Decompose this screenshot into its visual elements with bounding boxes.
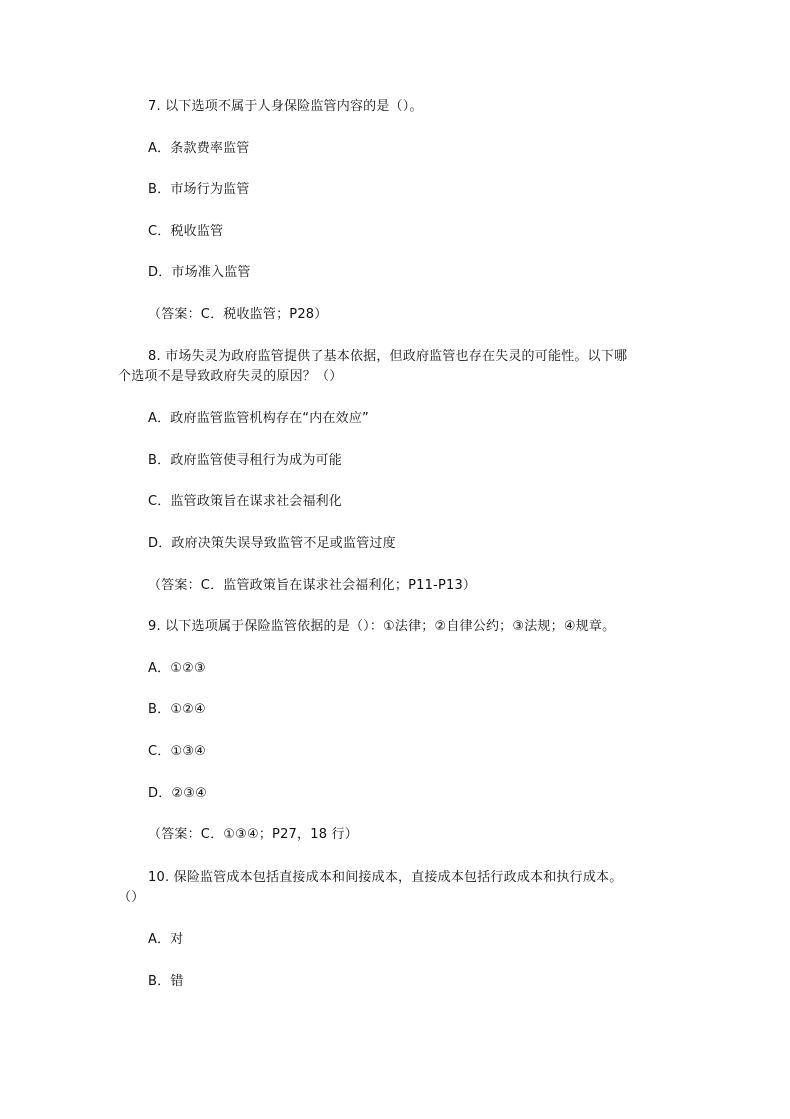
question-9-option-b: B．①②④	[148, 702, 206, 717]
question-9-stem	[148, 617, 615, 637]
question-8-stem-line-2: 个选项不是导致政府失灵的原因？（）	[118, 369, 343, 384]
question-text: 以下选项属于保险监管依据的是（）：①法律；②自律公约；③法规；④规章。	[165, 619, 616, 634]
question-10-option-a: A．对	[148, 932, 184, 947]
question-7-answer: （答案：C．税收监管；P28）	[148, 307, 328, 322]
question-number: 7.	[148, 99, 161, 114]
question-9-option-a: A．①②③	[148, 661, 206, 676]
question-8-option-d: D．政府决策失误导致监管不足或监管过度	[148, 536, 396, 551]
question-8-option-c: C．监管政策旨在谋求社会福利化	[148, 494, 343, 509]
question-9-option-c: C．①③④	[148, 744, 207, 759]
question-8-option-a: A．政府监管监管机构存在“内在效应”	[148, 411, 369, 426]
question-text: 市场失灵为政府监管提供了基本依据，但政府监管也存在失灵的可能性。以下哪	[165, 349, 628, 364]
question-text: 以下选项不属于人身保险监管内容的是（）。	[165, 99, 423, 114]
question-number: 8.	[148, 349, 161, 364]
question-7-option-d: D．市场准入监管	[148, 265, 251, 280]
question-7-option-a: A．条款费率监管	[148, 141, 250, 156]
question-number: 10.	[148, 870, 170, 885]
question-10-stem-line-2: （）	[118, 890, 145, 905]
question-7-option-b: B．市场行为监管	[148, 182, 250, 197]
question-text: 保险监管成本包括直接成本和间接成本，直接成本包括行政成本和执行成本。	[173, 870, 623, 885]
question-7-option-c: C．税收监管	[148, 224, 224, 239]
question-9-option-d: D．②③④	[148, 786, 207, 801]
question-10-option-b: B．错	[148, 974, 184, 989]
question-8-answer: （答案：C．监管政策旨在谋求社会福利化；P11-P13）	[148, 578, 477, 593]
question-9-answer: （答案：C．①③④；P27，18 行）	[148, 827, 358, 842]
question-number: 9.	[148, 619, 161, 634]
question-8-stem-line-1	[148, 347, 627, 367]
question-7-stem	[148, 97, 423, 117]
question-10-stem-line-1	[148, 868, 622, 888]
question-8-option-b: B．政府监管使寻租行为成为可能	[148, 453, 342, 468]
